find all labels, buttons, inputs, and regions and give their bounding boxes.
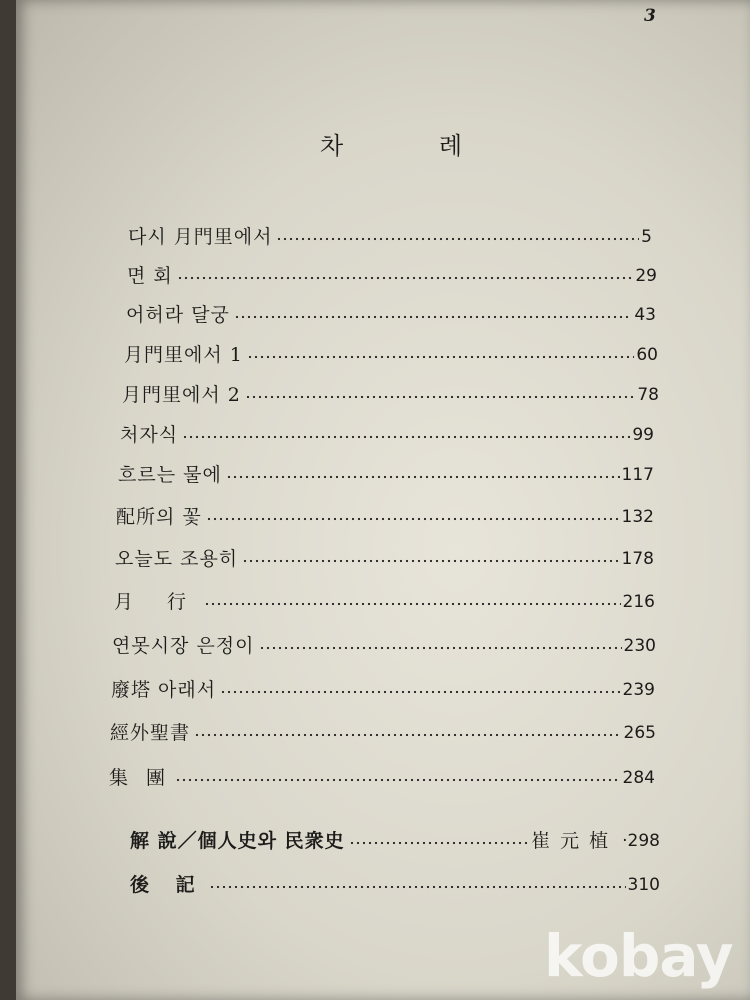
toc-entry-page: 43 — [634, 305, 656, 325]
leader-dots — [177, 273, 634, 283]
toc-entry-title: 月門里에서 1 — [124, 344, 243, 366]
toc-entry-page: 284 — [622, 768, 655, 788]
toc-entry — [114, 589, 655, 615]
toc-entry — [127, 263, 657, 289]
leader-dots — [276, 234, 639, 244]
leader-dots — [245, 392, 636, 402]
toc-entry-page: 239 — [622, 680, 655, 700]
toc-entry-title: 月門里에서 2 — [122, 384, 241, 406]
toc-entry-title: 廢塔 아래서 — [111, 679, 217, 701]
appendix-entry — [130, 828, 660, 854]
appendix-entry-separator: · — [622, 831, 628, 851]
leader-dots — [226, 472, 620, 482]
toc-entry-page: 178 — [621, 549, 654, 569]
appendix-entry — [130, 872, 660, 898]
toc-entry-page: 5 — [641, 227, 652, 247]
toc-entry-title: 다시 月門里에서 — [128, 226, 273, 248]
toc-entry-title: 集 團 — [109, 767, 172, 789]
toc-entry-page: 230 — [623, 636, 656, 656]
toc-entry — [112, 633, 656, 659]
kobay-watermark: kobay — [544, 922, 733, 990]
toc-entry — [118, 462, 654, 488]
toc-entry-title: 흐르는 물에 — [118, 464, 222, 486]
appendix-entry-page: 310 — [627, 875, 660, 895]
page-number: 3 — [644, 6, 656, 26]
toc-entry-page: 60 — [636, 345, 658, 365]
toc-entry — [126, 302, 656, 328]
contents-title: 차 례 — [320, 132, 506, 160]
leader-dots — [242, 556, 619, 566]
appendix-entry-title: 後 記 — [130, 874, 205, 896]
leader-dots — [182, 432, 630, 442]
toc-entry-page: 117 — [621, 465, 654, 485]
toc-entry — [110, 720, 656, 746]
toc-entry-title: 처자식 — [120, 424, 179, 446]
toc-entry — [111, 677, 655, 703]
leader-dots — [234, 312, 633, 322]
leader-dots — [259, 643, 622, 653]
leader-dots — [220, 687, 620, 697]
toc-entry-title: 어허라 달궁 — [126, 304, 230, 326]
toc-entry-page: 216 — [622, 592, 655, 612]
toc-entry-title: 면 회 — [127, 265, 173, 287]
leader-dots — [206, 514, 620, 524]
toc-entry — [116, 504, 654, 530]
toc-entry — [109, 765, 655, 791]
appendix-entry-title: 解 說／個人史와 民衆史 — [130, 830, 345, 852]
toc-entry-page: 78 — [637, 385, 659, 405]
leader-dots — [247, 352, 635, 362]
toc-entry — [124, 342, 658, 368]
toc-entry-title: 經外聖書 — [110, 722, 191, 744]
toc-entry — [122, 382, 659, 408]
toc-entry-page: 99 — [632, 425, 654, 445]
toc-entry-title: 月 行 — [114, 591, 201, 613]
appendix-entry-page: 298 — [627, 831, 660, 851]
appendix-entry-author: 崔元植 — [531, 830, 619, 852]
toc-entry — [128, 224, 652, 250]
toc-entry-page: 29 — [635, 266, 657, 286]
toc-entry — [120, 422, 654, 448]
leader-dots — [204, 599, 621, 609]
leader-dots — [175, 775, 621, 785]
toc-entry-title: 연못시장 은정이 — [112, 635, 255, 657]
toc-entry-page: 132 — [621, 507, 654, 527]
toc-entry-page: 265 — [623, 723, 656, 743]
toc-entry-title: 오늘도 조용히 — [115, 548, 239, 570]
leader-dots — [194, 730, 622, 740]
toc-entry — [115, 546, 654, 572]
leader-dots — [349, 838, 530, 848]
book-page — [16, 0, 750, 1000]
leader-dots — [209, 882, 626, 892]
toc-entry-title: 配所의 꽃 — [116, 506, 202, 528]
